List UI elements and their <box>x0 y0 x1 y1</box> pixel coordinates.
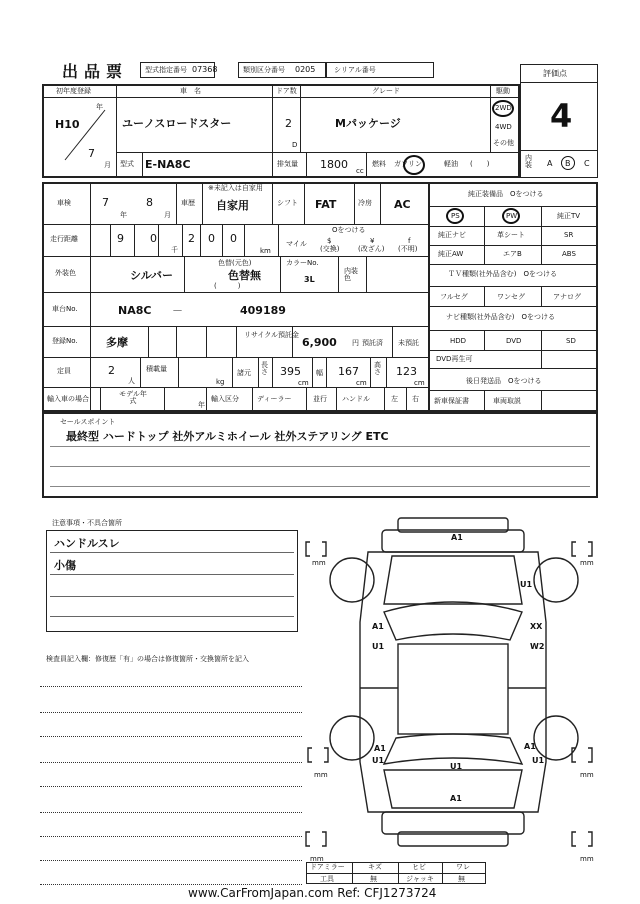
mark-front-bumper: A1 <box>451 533 463 542</box>
repaint-value: 色替無 <box>228 269 261 282</box>
interior-label: 内装 <box>525 154 532 169</box>
width-label: 幅 <box>316 369 323 377</box>
equip-pw: PW <box>506 212 518 220</box>
grade-value: Mパッケージ <box>335 117 401 130</box>
displacement-value: 1800 <box>320 158 348 171</box>
class-no-label: 類別区分番号 <box>243 66 285 74</box>
note-line-2: 小傷 <box>54 559 76 572</box>
shift-value: FAT <box>315 198 337 211</box>
import-handle: ハンドル <box>342 395 370 403</box>
dvd-playback: DVD再生可 <box>436 355 473 363</box>
sales-point-text: 最終型 ハードトップ 社外アルミホイール 社外ステアリング ETC <box>66 430 389 443</box>
import-dealer: ディーラー <box>257 395 292 403</box>
height-unit: cm <box>414 379 425 387</box>
equipment-title: 純正装備品 Oをつける <box>468 190 544 198</box>
fuel-diesel: 軽油 <box>444 160 458 168</box>
type-label: 型式 <box>120 160 134 168</box>
form-title: 出品票 <box>62 62 129 81</box>
later-title: 後日発送品 Oをつける <box>466 377 542 385</box>
inspector-label: 検査員記入欄：修復歴「有」の場合は修復箇所・交換箇所を記入 <box>46 655 249 663</box>
ac-value: AC <box>394 198 411 211</box>
color-value: シルバー <box>130 269 173 282</box>
mileage-mile: マイル <box>286 240 307 248</box>
doors-value: 2 <box>285 117 292 130</box>
height-value: 123 <box>396 365 417 378</box>
type-value: E-NA8C <box>145 158 191 171</box>
mark-right-door-w2: W2 <box>530 642 545 651</box>
inspection-year: 7 <box>102 196 109 209</box>
import-class-label: 輸入区分 <box>211 395 239 403</box>
registration-label: 登録No. <box>52 337 78 345</box>
navi-dvd: DVD <box>506 337 522 345</box>
mileage-digit-5: 0 <box>230 232 237 245</box>
equip-abs: ABS <box>562 250 576 258</box>
mark-left-rear-a1: A1 <box>374 744 386 753</box>
ac-label: 冷房 <box>358 199 372 207</box>
later-manual: 車両取説 <box>493 397 521 405</box>
legend-header-4: ワレ <box>456 863 470 871</box>
altered-label: (改ざん) <box>358 245 385 253</box>
specs-label: 諸元 <box>237 369 251 377</box>
import-model-year: モデル年式 <box>119 390 147 405</box>
legend-value-3: ジャッキ <box>406 875 434 883</box>
mm-bottom-right: mm <box>580 855 594 863</box>
mark-right-door-xx: XX <box>530 622 543 631</box>
tv-analog: アナログ <box>553 293 581 301</box>
recycle-deposited: 預託済 <box>362 339 383 347</box>
mileage-km: km <box>260 247 271 255</box>
notes-label: 注意事項・不具合箇所 <box>52 519 122 527</box>
mm-front-right: mm <box>580 559 594 567</box>
car-name-value: ユーノスロードスター <box>122 117 232 130</box>
equip-airbag: エアB <box>503 250 522 258</box>
legend-header-2: キズ <box>368 863 382 871</box>
capacity-label: 定員 <box>57 367 71 375</box>
import-year-unit: 年 <box>198 401 205 409</box>
history-label: 車歴 <box>181 199 195 207</box>
recycle-label-1: リサイクル預託金 <box>244 331 300 339</box>
fuel-label: 燃料 <box>372 160 386 168</box>
mark-right-rear-u1: U1 <box>532 756 545 765</box>
score-value: 4 <box>550 97 573 135</box>
equip-sr: SR <box>564 231 574 239</box>
tv-oneseg: ワンセグ <box>497 293 525 301</box>
color-code-label: カラーNo. <box>286 259 319 267</box>
mark-left-door-a1: A1 <box>372 622 384 631</box>
drive-4wd: 4WD <box>495 123 512 131</box>
car-damage-diagram <box>300 512 610 857</box>
note-line-1: ハンドルスレ <box>54 537 120 550</box>
doors-d: D <box>292 141 298 149</box>
displacement-unit: cc <box>356 167 364 175</box>
mileage-digit-2: 0 <box>150 232 157 245</box>
chassis-dash: － <box>172 304 183 317</box>
later-warranty: 新車保証書 <box>434 397 469 405</box>
color-code-value: 3L <box>304 275 315 284</box>
legend-header-3: ヒビ <box>412 863 426 871</box>
first-reg-label: 初年度登録 <box>56 87 91 95</box>
load-unit: kg <box>216 378 225 386</box>
model-cert-label: 型式指定番号 <box>145 66 187 74</box>
navi-title: ナビ種類(社外品含む) Oをつける <box>446 313 555 321</box>
mark-trunk-u1: U1 <box>450 762 463 771</box>
import-parallel: 並行 <box>313 395 327 403</box>
legend-value-1: 工具 <box>320 875 334 883</box>
length-unit: cm <box>298 379 309 387</box>
serial-label: シリアル番号 <box>334 66 376 74</box>
interior-b: B <box>565 159 571 168</box>
import-label: 輸入車の場合 <box>47 395 89 403</box>
import-right: 右 <box>412 395 419 403</box>
mark-left-door-u1: U1 <box>372 642 385 651</box>
interior-c: C <box>584 159 590 168</box>
color-label: 外装色 <box>55 269 76 277</box>
width-value: 167 <box>338 365 359 378</box>
chassis-prefix: NA8C <box>118 304 152 317</box>
mm-rear-right: mm <box>580 771 594 779</box>
fuel-gasoline: ガソリン <box>394 160 422 168</box>
score-label: 評価点 <box>543 69 567 78</box>
mm-front-left: mm <box>312 559 326 567</box>
interior-color-label: 内装色 <box>344 267 358 282</box>
mileage-digit-1: 9 <box>117 232 124 245</box>
mileage-digit-3: 2 <box>188 232 195 245</box>
repaint-paren: ( ) <box>214 282 241 290</box>
drive-label: 駆動 <box>496 87 510 95</box>
unknown-label: (不明) <box>398 245 418 253</box>
mark-rear-bumper: A1 <box>450 794 462 803</box>
mileage-digit-4: 0 <box>208 232 215 245</box>
navi-hdd: HDD <box>450 337 467 345</box>
fuel-gas-circle <box>403 155 425 175</box>
inspection-label: 車検 <box>57 199 71 207</box>
history-value: 自家用 <box>216 199 249 212</box>
month-unit: 月 <box>104 161 111 169</box>
mm-rear-left: mm <box>314 771 328 779</box>
tv-title: ＴＶ種類(社外品含む) Oをつける <box>448 270 557 278</box>
mileage-circle-note: Oをつける <box>332 226 366 234</box>
exchange-label: (交換) <box>320 245 340 253</box>
legend-value-4: 無 <box>458 875 465 883</box>
grade-label: グレード <box>372 87 400 95</box>
recycle-unit: 円 <box>352 339 359 347</box>
exchange-symbol: $ <box>327 237 332 245</box>
repaint-label: 色替(元色) <box>218 259 252 267</box>
unknown-symbol: f <box>408 237 411 245</box>
import-left: 左 <box>391 395 398 403</box>
mileage-thousand: 千 <box>171 246 178 254</box>
inspection-day: 8 <box>146 196 153 209</box>
width-unit: cm <box>356 379 367 387</box>
chassis-number: 409189 <box>240 304 286 317</box>
sales-point-label: セールスポイント <box>60 418 116 426</box>
chassis-label: 車台No. <box>52 305 78 313</box>
year-unit: 年 <box>96 103 103 111</box>
equip-tv: 純正TV <box>557 212 581 220</box>
date-slash <box>60 105 110 165</box>
displacement-label: 排気量 <box>277 160 298 168</box>
doors-label: ドア数 <box>276 87 297 95</box>
navi-sd: SD <box>566 337 576 345</box>
mm-bottom-left: mm <box>310 855 324 863</box>
height-label: 高さ <box>374 361 381 376</box>
altered-symbol: ¥ <box>370 237 375 245</box>
class-no-value: 0205 <box>295 65 316 74</box>
mark-right-front: U1 <box>520 580 533 589</box>
equip-ps: PS <box>451 212 460 220</box>
capacity-unit: 人 <box>128 377 135 385</box>
registration-value: 多摩 <box>106 336 128 349</box>
load-label: 積載量 <box>146 365 167 373</box>
drive-other: その他 <box>493 139 514 147</box>
fuel-paren: ( ) <box>470 160 490 168</box>
capacity-value: 2 <box>108 364 115 377</box>
interior-a: A <box>547 159 553 168</box>
first-reg-era-year: H10 <box>55 118 80 131</box>
first-reg-month: 7 <box>88 147 95 160</box>
length-label: 長さ <box>261 361 268 376</box>
equip-navi: 純正ナビ <box>438 231 466 239</box>
drive-2wd: 2WD <box>495 104 512 112</box>
legend-header-1: ドアミラー <box>310 863 345 871</box>
history-note: ※未記入は自家用 <box>208 184 263 192</box>
mileage-label: 走行距離 <box>50 235 78 243</box>
inspection-year-unit: 年 <box>120 211 127 219</box>
inspection-month-unit: 月 <box>164 211 171 219</box>
footer-reference: www.CarFromJapan.com Ref: CFJ1273724 <box>188 886 437 900</box>
legend-value-2: 無 <box>370 875 377 883</box>
model-cert-number: 07368 <box>192 65 218 74</box>
shift-label: シフト <box>277 199 298 207</box>
tv-fullseg: フルセグ <box>440 293 468 301</box>
equip-aw: 純正AW <box>438 250 464 258</box>
mark-right-rear-a1: A1 <box>524 742 536 751</box>
equip-leather: 革シート <box>497 231 525 239</box>
recycle-value: 6,900 <box>302 336 337 349</box>
recycle-not-deposited: 未預託 <box>398 339 419 347</box>
mark-left-rear-u1: U1 <box>372 756 385 765</box>
length-value: 395 <box>280 365 301 378</box>
car-name-label: 車 名 <box>180 87 201 95</box>
